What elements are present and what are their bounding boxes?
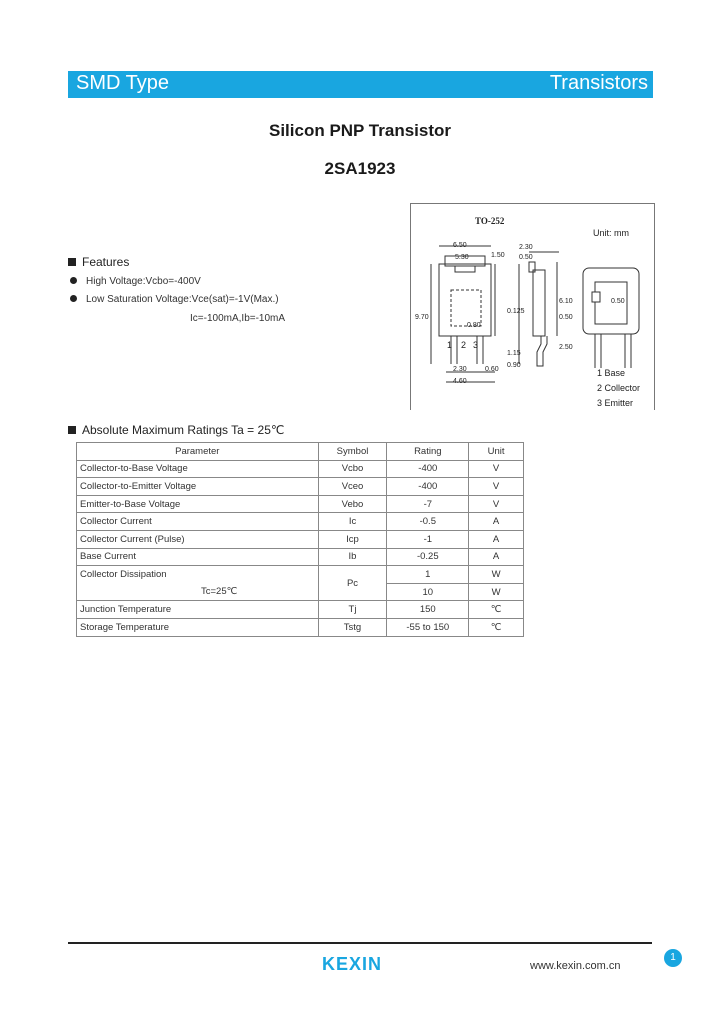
feature-item: [70, 276, 201, 287]
feature-sub-condition: Ic=-100mA,Ib=-10mA: [190, 313, 286, 324]
cell-parameter: Base Current: [77, 548, 319, 566]
cell-rating: 10: [387, 583, 469, 601]
part-number: 2SA1923: [324, 159, 396, 178]
cell-parameter: Emitter-to-Base Voltage: [77, 495, 319, 513]
cell-unit: A: [469, 548, 524, 566]
table-row: [77, 460, 524, 478]
package-name: TO-252: [475, 216, 505, 226]
cell-symbol: Tstg: [318, 618, 387, 636]
cell-symbol: Ic: [318, 513, 387, 531]
dim-1-15: 1.15: [507, 350, 521, 357]
package-unit: Unit: mm: [593, 228, 629, 238]
feature-item: [70, 294, 279, 305]
table-row: [77, 566, 524, 584]
dim-0-50c: 0.50: [611, 298, 625, 305]
dim-5-30: 5.30: [455, 254, 469, 261]
ratings-table: [76, 442, 524, 637]
column-header-symbol: Symbol: [318, 443, 387, 461]
table-row: [77, 495, 524, 513]
cell-unit: V: [469, 460, 524, 478]
dim-6-50: 6.50: [453, 242, 467, 249]
cell-parameter: Storage Temperature: [77, 618, 319, 636]
pin-label-collector: 2 Collector: [597, 383, 641, 393]
cell-rating: -0.5: [387, 513, 469, 531]
dim-2-30: 2.30: [519, 244, 533, 251]
cell-unit: ℃: [469, 618, 524, 636]
table-header-row: [77, 443, 524, 461]
column-header-rating: Rating: [387, 443, 469, 461]
header-bar: [68, 71, 653, 98]
dim-9-70: 9.70: [415, 314, 429, 321]
dim-0-90: 0.90: [507, 362, 521, 369]
dot-bullet-icon: [70, 295, 77, 302]
dim-2-30b: 2.30: [453, 366, 467, 373]
cell-rating: -0.25: [387, 548, 469, 566]
dim-4-60: 4.60: [453, 378, 467, 385]
cell-parameter-condition: Tc=25℃: [77, 583, 319, 601]
footer-url: www.kexin.com.cn: [530, 960, 621, 972]
cell-symbol: Icp: [318, 530, 387, 548]
page-title: Silicon PNP Transistor: [268, 121, 452, 140]
dim-1-50: 1.50: [491, 252, 505, 259]
cell-parameter: Collector-to-Emitter Voltage: [77, 478, 319, 496]
cell-symbol: Vebo: [318, 495, 387, 513]
square-bullet-icon: [68, 258, 76, 266]
footer-divider: [68, 942, 652, 944]
cell-unit: V: [469, 478, 524, 496]
cell-rating: -7: [387, 495, 469, 513]
column-header-parameter: Parameter: [77, 443, 319, 461]
dim-0-50b: 0.50: [559, 314, 573, 321]
cell-rating: -1: [387, 530, 469, 548]
cell-rating: -400: [387, 478, 469, 496]
cell-symbol: Tj: [318, 601, 387, 619]
ratings-heading-text: Absolute Maximum Ratings Ta = 25℃: [82, 423, 285, 437]
table-row: [77, 601, 524, 619]
cell-unit: A: [469, 530, 524, 548]
table-row: [77, 530, 524, 548]
ratings-heading: [68, 423, 284, 437]
pin-number-1: 1: [447, 340, 453, 350]
dim-0-50: 0.50: [519, 254, 533, 261]
table-row: [77, 583, 524, 601]
dim-0-80: 0.80: [467, 322, 481, 329]
page-number-badge: 1: [664, 949, 682, 967]
cell-rating: -400: [387, 460, 469, 478]
cell-unit: V: [469, 495, 524, 513]
feature-low-saturation: Low Saturation Voltage:Vce(sat)=-1V(Max.): [86, 294, 279, 305]
dim-0-125: 0.125: [507, 308, 525, 315]
dim-6-10: 6.10: [559, 298, 573, 305]
cell-symbol: Pc: [318, 566, 387, 601]
dot-bullet-icon: [70, 277, 77, 284]
pin-label-base: 1 Base: [597, 368, 626, 378]
cell-symbol: Ib: [318, 548, 387, 566]
package-diagram: [410, 203, 655, 410]
pin-number-3: 3: [473, 340, 479, 350]
cell-rating: -55 to 150: [387, 618, 469, 636]
table-row: [77, 618, 524, 636]
cell-parameter: Junction Temperature: [77, 601, 319, 619]
dim-0-60: 0.60: [485, 366, 499, 373]
cell-unit: W: [469, 583, 524, 601]
cell-unit: W: [469, 566, 524, 584]
cell-rating: 150: [387, 601, 469, 619]
dim-2-50: 2.50: [559, 344, 573, 351]
features-heading: [68, 255, 129, 269]
cell-symbol: Vcbo: [318, 460, 387, 478]
cell-symbol: Vceo: [318, 478, 387, 496]
table-row: [77, 513, 524, 531]
pin-label-emitter: 3 Emitter: [597, 398, 634, 408]
cell-rating: 1: [387, 566, 469, 584]
header-right: Transistors: [549, 72, 648, 94]
pin-number-2: 2: [461, 340, 467, 350]
cell-unit: ℃: [469, 601, 524, 619]
square-bullet-icon: [68, 426, 76, 434]
package-side-outline: [533, 270, 545, 336]
kexin-logo: KEXIN: [322, 954, 383, 974]
column-header-unit: Unit: [469, 443, 524, 461]
package-body-outline: [439, 264, 491, 336]
table-row: [77, 548, 524, 566]
cell-unit: A: [469, 513, 524, 531]
feature-high-voltage: High Voltage:Vcbo=-400V: [86, 276, 201, 287]
cell-parameter: Collector Current (Pulse): [77, 530, 319, 548]
cell-parameter: Collector Dissipation: [77, 566, 319, 584]
features-heading-text: Features: [82, 255, 130, 269]
cell-parameter: Collector-to-Base Voltage: [77, 460, 319, 478]
header-left: SMD Type: [76, 72, 169, 94]
cell-parameter: Collector Current: [77, 513, 319, 531]
table-row: [77, 478, 524, 496]
